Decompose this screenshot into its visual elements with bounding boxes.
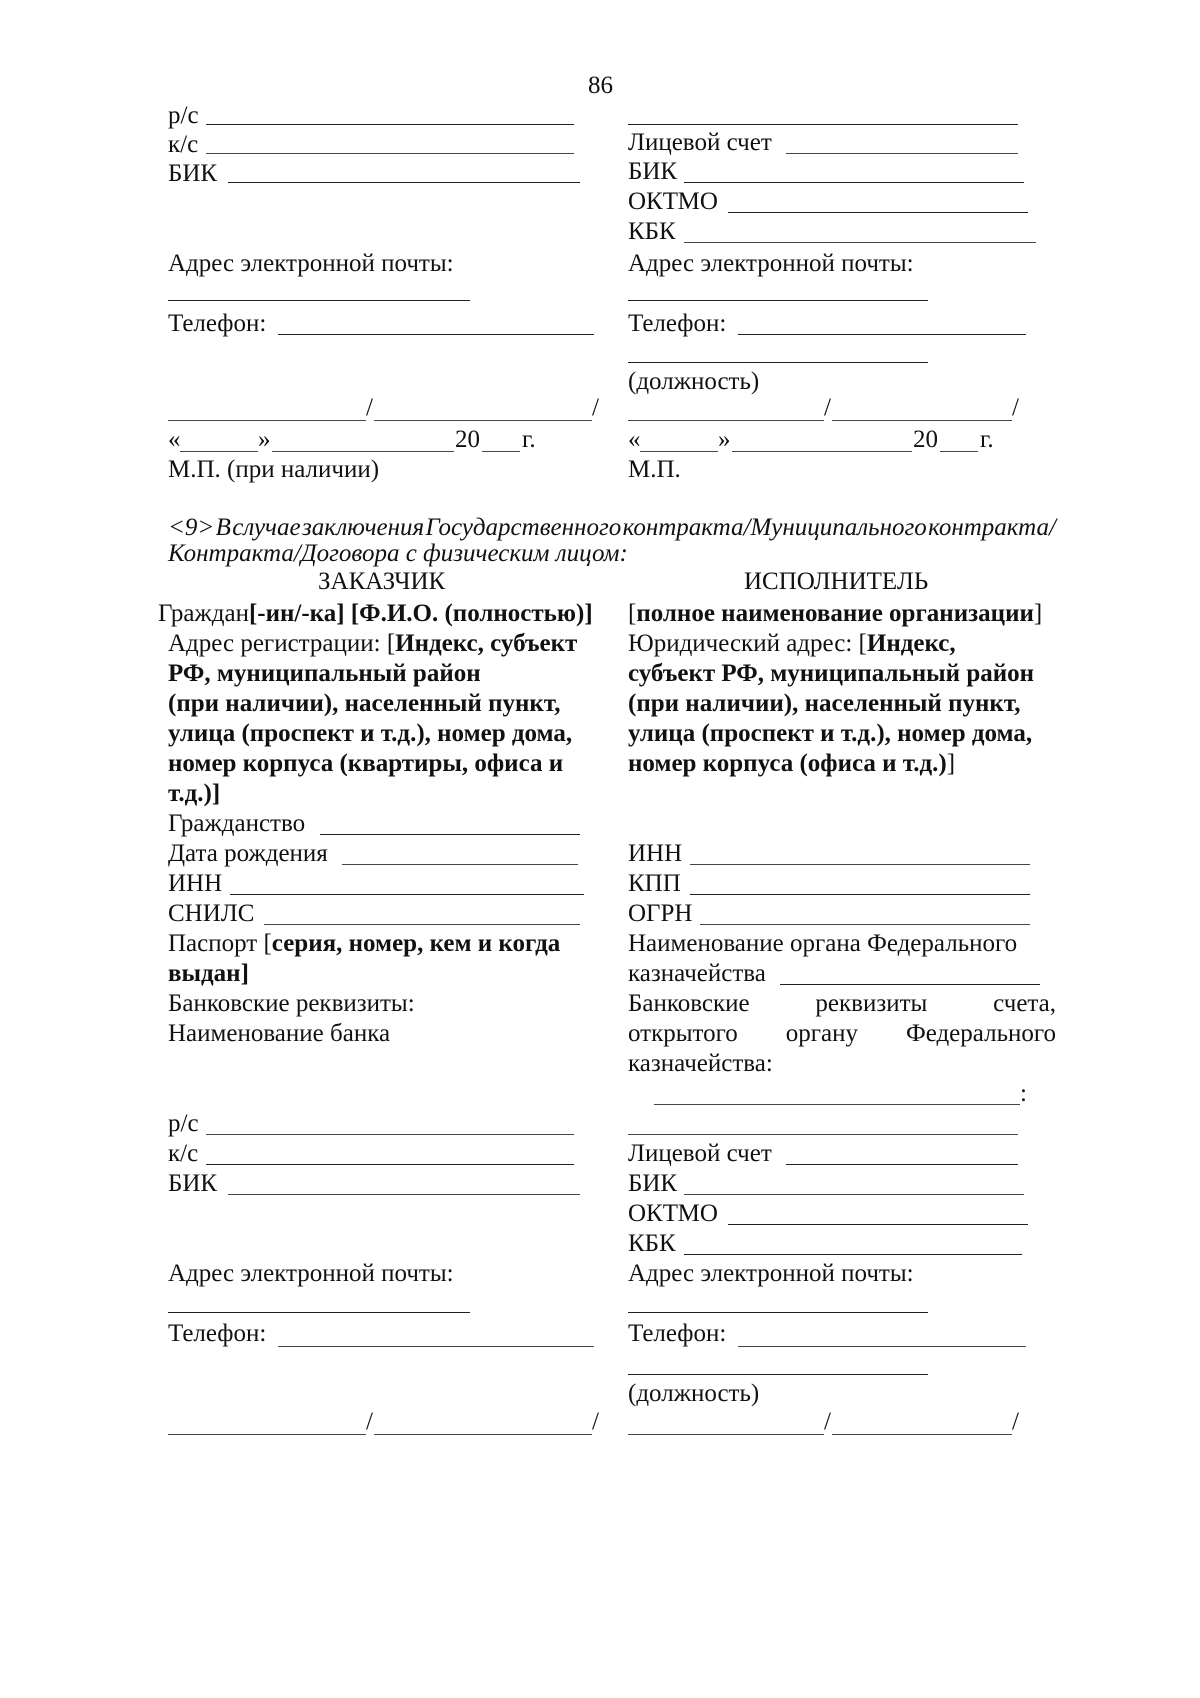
customer-email-line: [168, 300, 470, 301]
customer-email-label-2: Адрес электронной почты:: [168, 1260, 454, 1287]
executor-bank-word: Банковские: [628, 990, 750, 1017]
customer-signature-slash-1: /: [366, 394, 373, 421]
customer-rs-line-2: [206, 1134, 574, 1135]
executor-position-line: [628, 362, 928, 363]
executor-phone-line-2: [738, 1346, 1026, 1347]
customer-signature-line-1: [168, 420, 366, 421]
executor-position-line-2: [628, 1374, 928, 1375]
executor-bank-word: счета,: [993, 990, 1056, 1017]
executor-bank-word: открытого: [628, 1020, 738, 1047]
customer-address-line: номер корпуса (квартиры, офиса и: [168, 750, 564, 777]
executor-address-line: субъект РФ, муниципальный район: [628, 660, 1035, 687]
customer-citizen-name: [-ин/-ка] [Ф.И.О. (полностью)]: [248, 600, 593, 627]
customer-phone-label: Телефон:: [168, 310, 267, 337]
customer-bik-label-2: БИК: [168, 1170, 218, 1197]
customer-stamp: М.П. (при наличии): [168, 456, 380, 483]
customer-passport-bold: серия, номер, кем и когда: [271, 930, 561, 957]
footnote-word: контракта/Муниципального: [622, 514, 927, 541]
executor-position-label: (должность): [628, 368, 760, 395]
customer-date-open: «: [168, 426, 181, 453]
executor-phone-label: Телефон:: [628, 310, 727, 337]
customer-signature-line-2: [374, 420, 592, 421]
customer-date-year-line: [482, 451, 520, 452]
customer-citizenship-line: [320, 834, 580, 835]
customer-passport-line-2: выдан]: [168, 960, 249, 987]
executor-treasury-line-1: Наименование органа Федерального: [628, 930, 1018, 957]
executor-address-line-1: [628, 628, 956, 660]
customer-address-line: (при наличии), населенный пункт,: [168, 690, 561, 717]
executor-signature-line-4: [832, 1434, 1012, 1435]
executor-address-close: ]: [946, 750, 956, 777]
executor-bik-line-2: [684, 1194, 1024, 1195]
executor-date-year-line: [940, 451, 978, 452]
customer-bank-details: Банковские реквизиты:: [168, 990, 415, 1017]
customer-signature-slash-4: /: [592, 1408, 599, 1435]
executor-account-line-2: [786, 1164, 1018, 1165]
executor-email-line-2: [628, 1312, 928, 1313]
executor-date-year-suffix: г.: [980, 426, 994, 453]
executor-oktmo-line: [728, 212, 1028, 213]
customer-address-line: РФ, муниципальный район: [168, 660, 481, 687]
executor-name-close: ]: [1033, 600, 1043, 627]
executor-stamp: М.П.: [628, 456, 681, 483]
executor-bank-line-3: казначейства:: [628, 1050, 773, 1077]
customer-bik-line: [228, 182, 580, 183]
footnote-word: заключения: [301, 514, 425, 541]
customer-inn-line: [230, 894, 584, 895]
customer-snils-label: СНИЛС: [168, 900, 255, 927]
executor-kbk-label-2: КБК: [628, 1230, 676, 1257]
customer-citizen-line: [158, 598, 593, 630]
executor-bank-word: реквизиты: [815, 990, 928, 1017]
customer-bik-label: БИК: [168, 160, 218, 187]
footnote-marker: <9>: [168, 514, 215, 541]
executor-ogrn-line: [700, 924, 1030, 925]
executor-account-label-2: Лицевой счет: [628, 1140, 772, 1167]
customer-ks-line-2: [206, 1164, 574, 1165]
executor-kpp-line: [690, 894, 1030, 895]
executor-address-line: (при наличии), населенный пункт,: [628, 690, 1021, 717]
executor-name: полное наименование организации: [636, 600, 1034, 627]
customer-phone-line: [278, 334, 594, 335]
customer-citizen-prefix: Граждан: [158, 600, 249, 627]
executor-bik-label: БИК: [628, 158, 678, 185]
executor-signature-slash-4: /: [1012, 1408, 1019, 1435]
executor-phone-label-2: Телефон:: [628, 1320, 727, 1347]
executor-signature-slash-1: /: [824, 394, 831, 421]
executor-bank-word: органу: [785, 1020, 858, 1047]
customer-signature-slash-3: /: [366, 1408, 373, 1435]
customer-date-day-line: [180, 451, 258, 452]
executor-top-line-2: [628, 1134, 1018, 1135]
page-number: 86: [588, 72, 613, 99]
executor-kbk-line-2: [684, 1254, 1022, 1255]
executor-date-day-line: [640, 451, 718, 452]
executor-inn-line: [690, 864, 1030, 865]
customer-heading: ЗАКАЗЧИК: [318, 568, 446, 595]
customer-rs-label: р/с: [168, 102, 199, 129]
executor-position-label-2: (должность): [628, 1380, 760, 1407]
executor-bank-colon: :: [1020, 1080, 1027, 1107]
footnote-word: случае: [232, 514, 301, 541]
executor-treasury-line-2: казначейства: [628, 960, 766, 987]
executor-kbk-label: КБК: [628, 218, 676, 245]
customer-signature-line-4: [374, 1434, 592, 1435]
footnote-line-2: Контракта/Договора с физическим лицом:: [168, 540, 628, 567]
customer-ks-label-2: к/с: [168, 1140, 199, 1167]
customer-signature-line-3: [168, 1434, 366, 1435]
executor-bank-line-1: [628, 988, 1056, 1020]
executor-kpp-label: КПП: [628, 870, 681, 897]
customer-bik-line-2: [228, 1194, 580, 1195]
executor-kbk-line: [684, 242, 1036, 243]
executor-signature-slash-2: /: [1012, 394, 1019, 421]
executor-address-last: номер корпуса (офиса и т.д.): [628, 750, 947, 777]
executor-heading: ИСПОЛНИТЕЛЬ: [744, 568, 929, 595]
executor-oktmo-label-2: ОКТМО: [628, 1200, 718, 1227]
customer-address-first: Индекс, субъект: [395, 630, 578, 657]
executor-date-month-line: [732, 451, 912, 452]
executor-signature-line-1: [628, 420, 824, 421]
customer-email-line-2: [168, 1312, 470, 1313]
executor-bik-label-2: БИК: [628, 1170, 678, 1197]
customer-address-line-1: [168, 628, 577, 660]
executor-bank-word: Федерального: [905, 1020, 1056, 1047]
executor-address-line-last: [628, 748, 955, 780]
customer-phone-line-2: [278, 1346, 594, 1347]
executor-email-label-2: Адрес электронной почты:: [628, 1260, 914, 1287]
customer-address-line: улица (проспект и т.д.), номер дома,: [168, 720, 573, 747]
customer-date-year: 20: [455, 426, 480, 453]
executor-bik-line: [684, 182, 1024, 183]
executor-oktmo-label: ОКТМО: [628, 188, 718, 215]
customer-phone-label-2: Телефон:: [168, 1320, 267, 1347]
customer-date-month-line: [272, 451, 454, 452]
customer-birthdate-label: Дата рождения: [168, 840, 328, 867]
customer-email-label: Адрес электронной почты:: [168, 250, 454, 277]
executor-account-line: [786, 153, 1018, 154]
executor-name-line: [628, 598, 1042, 630]
executor-bank-account-line: [654, 1104, 1020, 1105]
executor-ogrn-label: ОГРН: [628, 900, 693, 927]
executor-address-first: Индекс,: [866, 630, 956, 657]
footnote-word: В: [215, 514, 231, 541]
customer-address-line: т.д.)]: [168, 780, 221, 807]
executor-date-year: 20: [913, 426, 938, 453]
executor-address-line: улица (проспект и т.д.), номер дома,: [628, 720, 1033, 747]
executor-date-open: «: [628, 426, 641, 453]
executor-oktmo-line-2: [728, 1224, 1028, 1225]
executor-name-open: [: [628, 600, 637, 627]
customer-snils-line: [264, 924, 580, 925]
executor-account-label: Лицевой счет: [628, 129, 772, 156]
customer-signature-slash-2: /: [592, 394, 599, 421]
executor-bank-line-2: [628, 1018, 1056, 1050]
customer-passport-line-1: [168, 928, 560, 960]
executor-address-label: Юридический адрес: [: [628, 630, 867, 657]
customer-passport-prefix: Паспорт [: [168, 930, 272, 957]
executor-signature-line-3: [628, 1434, 824, 1435]
customer-citizenship-label: Гражданство: [168, 810, 306, 837]
executor-signature-slash-3: /: [824, 1408, 831, 1435]
customer-ks-line: [206, 153, 574, 154]
footnote-word: Государственного: [425, 514, 622, 541]
executor-email-label: Адрес электронной почты:: [628, 250, 914, 277]
executor-signature-line-2: [832, 420, 1012, 421]
executor-inn-label: ИНН: [628, 840, 683, 867]
customer-birthdate-line: [342, 864, 578, 865]
customer-date-year-suffix: г.: [522, 426, 536, 453]
footnote-word: контракта/: [928, 514, 1056, 541]
executor-phone-line: [738, 334, 1026, 335]
executor-date-close: »: [718, 426, 731, 453]
executor-treasury-line: [780, 984, 1040, 985]
customer-ks-label: к/с: [168, 131, 199, 158]
executor-top-line: [628, 124, 1018, 125]
customer-inn-label: ИНН: [168, 870, 223, 897]
customer-rs-line: [206, 124, 574, 125]
customer-bank-name: Наименование банка: [168, 1020, 391, 1047]
customer-address-label: Адрес регистрации: [: [168, 630, 396, 657]
customer-date-close: »: [258, 426, 271, 453]
customer-rs-label-2: р/с: [168, 1110, 199, 1137]
executor-email-line: [628, 300, 928, 301]
